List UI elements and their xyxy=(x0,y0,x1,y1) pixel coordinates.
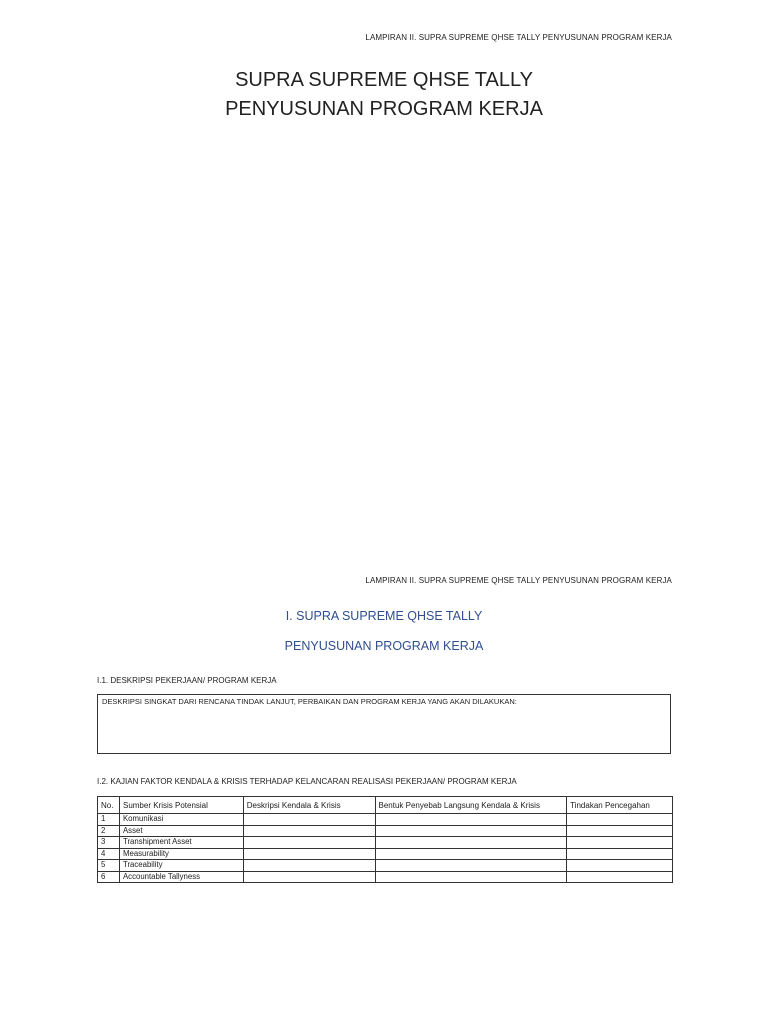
table-row xyxy=(98,860,673,872)
cell-sumber: Traceability xyxy=(119,860,243,872)
cell-penyebab xyxy=(375,825,567,837)
cell-sumber: Measurability xyxy=(119,848,243,860)
section-title-line2: PENYUSUNAN PROGRAM KERJA xyxy=(284,639,484,653)
cell-penyebab xyxy=(375,837,567,849)
cell-tindakan xyxy=(567,825,673,837)
cover-title-line1: SUPRA SUPREME QHSE TALLY xyxy=(235,69,533,91)
cell-tindakan xyxy=(567,871,673,883)
cell-no: 4 xyxy=(98,848,120,860)
cell-no: 1 xyxy=(98,814,120,826)
cell-tindakan xyxy=(567,837,673,849)
header-deskripsi: Deskripsi Kendala & Krisis xyxy=(243,797,375,814)
cell-penyebab xyxy=(375,860,567,872)
cell-deskripsi xyxy=(243,814,375,826)
page-header-2: LAMPIRAN II. SUPRA SUPREME QHSE TALLY PENYUSUNAN PROGRAM KERJA xyxy=(365,576,672,585)
cell-no: 3 xyxy=(98,837,120,849)
description-box xyxy=(97,694,671,754)
table-header-row xyxy=(98,797,673,814)
cell-tindakan xyxy=(567,860,673,872)
cover-title-line2: PENYUSUNAN PROGRAM KERJA xyxy=(225,98,543,120)
table-row xyxy=(98,871,673,883)
cell-tindakan xyxy=(567,848,673,860)
table-row xyxy=(98,825,673,837)
cell-no: 5 xyxy=(98,860,120,872)
cell-deskripsi xyxy=(243,825,375,837)
description-label: DESKRIPSI SINGKAT DARI RENCANA TINDAK LANJUT, PERBAIKAN DAN PROGRAM KERJA YANG AKAN DILAKUKAN: xyxy=(102,697,517,706)
header-penyebab: Bentuk Penyebab Langsung Kendala & Krisis xyxy=(375,797,567,814)
cell-deskripsi xyxy=(243,871,375,883)
header-tindakan: Tindakan Pencegahan xyxy=(567,797,673,814)
cell-no: 2 xyxy=(98,825,120,837)
cell-tindakan xyxy=(567,814,673,826)
table-row xyxy=(98,814,673,826)
cell-deskripsi xyxy=(243,837,375,849)
cell-sumber: Komunikasi xyxy=(119,814,243,826)
cell-penyebab xyxy=(375,814,567,826)
page-header: LAMPIRAN II. SUPRA SUPREME QHSE TALLY PENYUSUNAN PROGRAM KERJA xyxy=(365,33,672,42)
header-no: No. xyxy=(98,797,120,814)
table-row xyxy=(98,848,673,860)
cell-no: 6 xyxy=(98,871,120,883)
table-row xyxy=(98,837,673,849)
cover-title xyxy=(0,66,768,124)
subsection-1-title: I.1. DESKRIPSI PEKERJAAN/ PROGRAM KERJA xyxy=(97,676,277,685)
header-sumber: Sumber Krisis Potensial xyxy=(119,797,243,814)
crisis-table xyxy=(97,796,673,883)
cell-penyebab xyxy=(375,871,567,883)
cell-sumber: Transhipment Asset xyxy=(119,837,243,849)
cell-deskripsi xyxy=(243,860,375,872)
cell-sumber: Asset xyxy=(119,825,243,837)
subsection-2-title: I.2. KAJIAN FAKTOR KENDALA & KRISIS TERHADAP KELANCARAN REALISASI PEKERJAAN/ PROGRAM KERJA xyxy=(97,777,517,786)
cell-sumber: Accountable Tallyness xyxy=(119,871,243,883)
cell-penyebab xyxy=(375,848,567,860)
cell-deskripsi xyxy=(243,848,375,860)
section-title-line1: I. SUPRA SUPREME QHSE TALLY xyxy=(285,609,483,623)
